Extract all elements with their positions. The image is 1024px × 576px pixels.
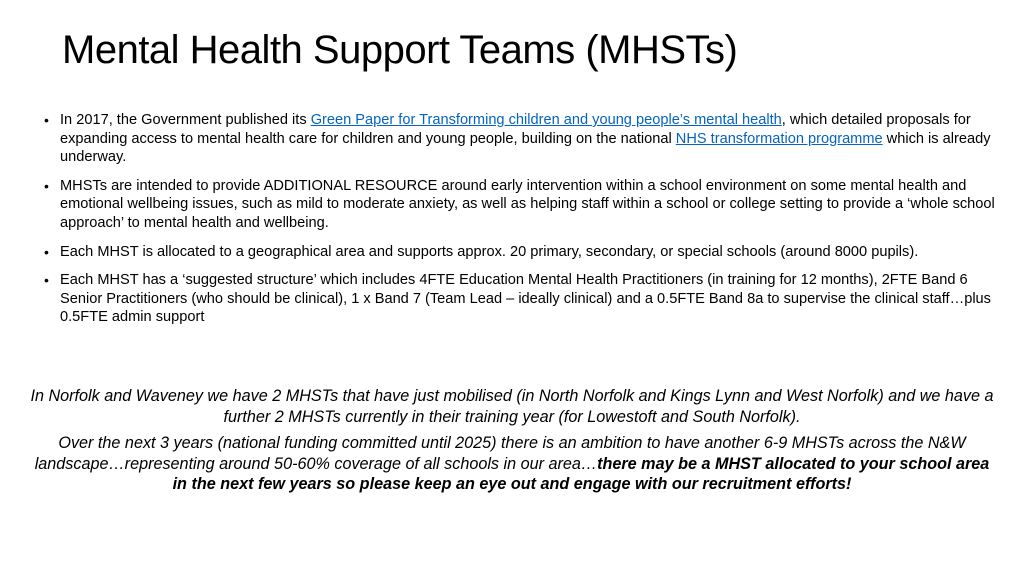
bullet-marker: • (44, 272, 49, 289)
page-title: Mental Health Support Teams (MHSTs) (62, 28, 738, 72)
closing-statement (30, 386, 994, 501)
nhs-transformation-link[interactable]: NHS transformation programme (675, 130, 883, 147)
closing-paragraph-ambition (30, 433, 994, 495)
bullet-item-suggested-structure (44, 271, 1004, 327)
bullet-item-geographical-area (44, 243, 1004, 262)
bullet-text: Each MHST is allocated to a geographical area and supports approx. 20 primary, secondary, or special schools (around 8000 pupils). (60, 243, 919, 260)
closing-paragraph-norfolk: In Norfolk and Waveney we have 2 MHSTs that have just mobilised (in North Norfolk and Kings Lynn and West Norfolk) and we have a further 2 MHSTs currently in their training year (for Lowestoft and South Norfolk). (30, 387, 994, 426)
bullet-text-middle: , which detailed proposals for expanding access to mental health care for children and young people, building on the national (60, 112, 971, 147)
bullet-marker: • (44, 112, 49, 128)
bullet-text: Each MHST has a ‘suggested structure’ which includes 4FTE Education Mental Health Practitioners (in training for 12 months), 2FTE Band 6 Senior Practitioners (who should be clinical), 1 x Band 7 (Team Lead – ideally clinical) and a 0.5FTE Band 8a to supervise the clinical staff…plus 0.5FTE admin support (60, 272, 991, 326)
green-paper-link[interactable]: Green Paper for Transforming children and young people’s mental health (310, 112, 782, 128)
ambition-text: Over the next 3 years (national funding committed until 2025) there is an ambition to have another 6-9 MHSTs across the N&W landscape…representing around 50-60% coverage of all schools in our area… (34, 434, 966, 473)
bullet-text-intro: In 2017, the Government published its (60, 112, 311, 128)
bullet-text: MHSTs are intended to provide ADDITIONAL RESOURCE around early intervention within a school environment on some mental health and emotional wellbeing issues, such as mild to moderate anxiety, as well as helping staff within a school or college setting to provide a ‘whole school approach’ to mental health and wellbeing. (60, 177, 995, 231)
bullet-marker: • (44, 177, 49, 194)
bullet-list (44, 111, 1004, 337)
bullet-item-green-paper (44, 111, 1004, 167)
ambition-emphasis: there may be a MHST allocated to your school area in the next few years so please keep an eye out and engage with our recruitment efforts! (172, 454, 990, 493)
bullet-text-end: which is already underway. (60, 130, 991, 166)
bullet-item-additional-resource (44, 177, 1004, 233)
bullet-marker: • (44, 243, 49, 260)
